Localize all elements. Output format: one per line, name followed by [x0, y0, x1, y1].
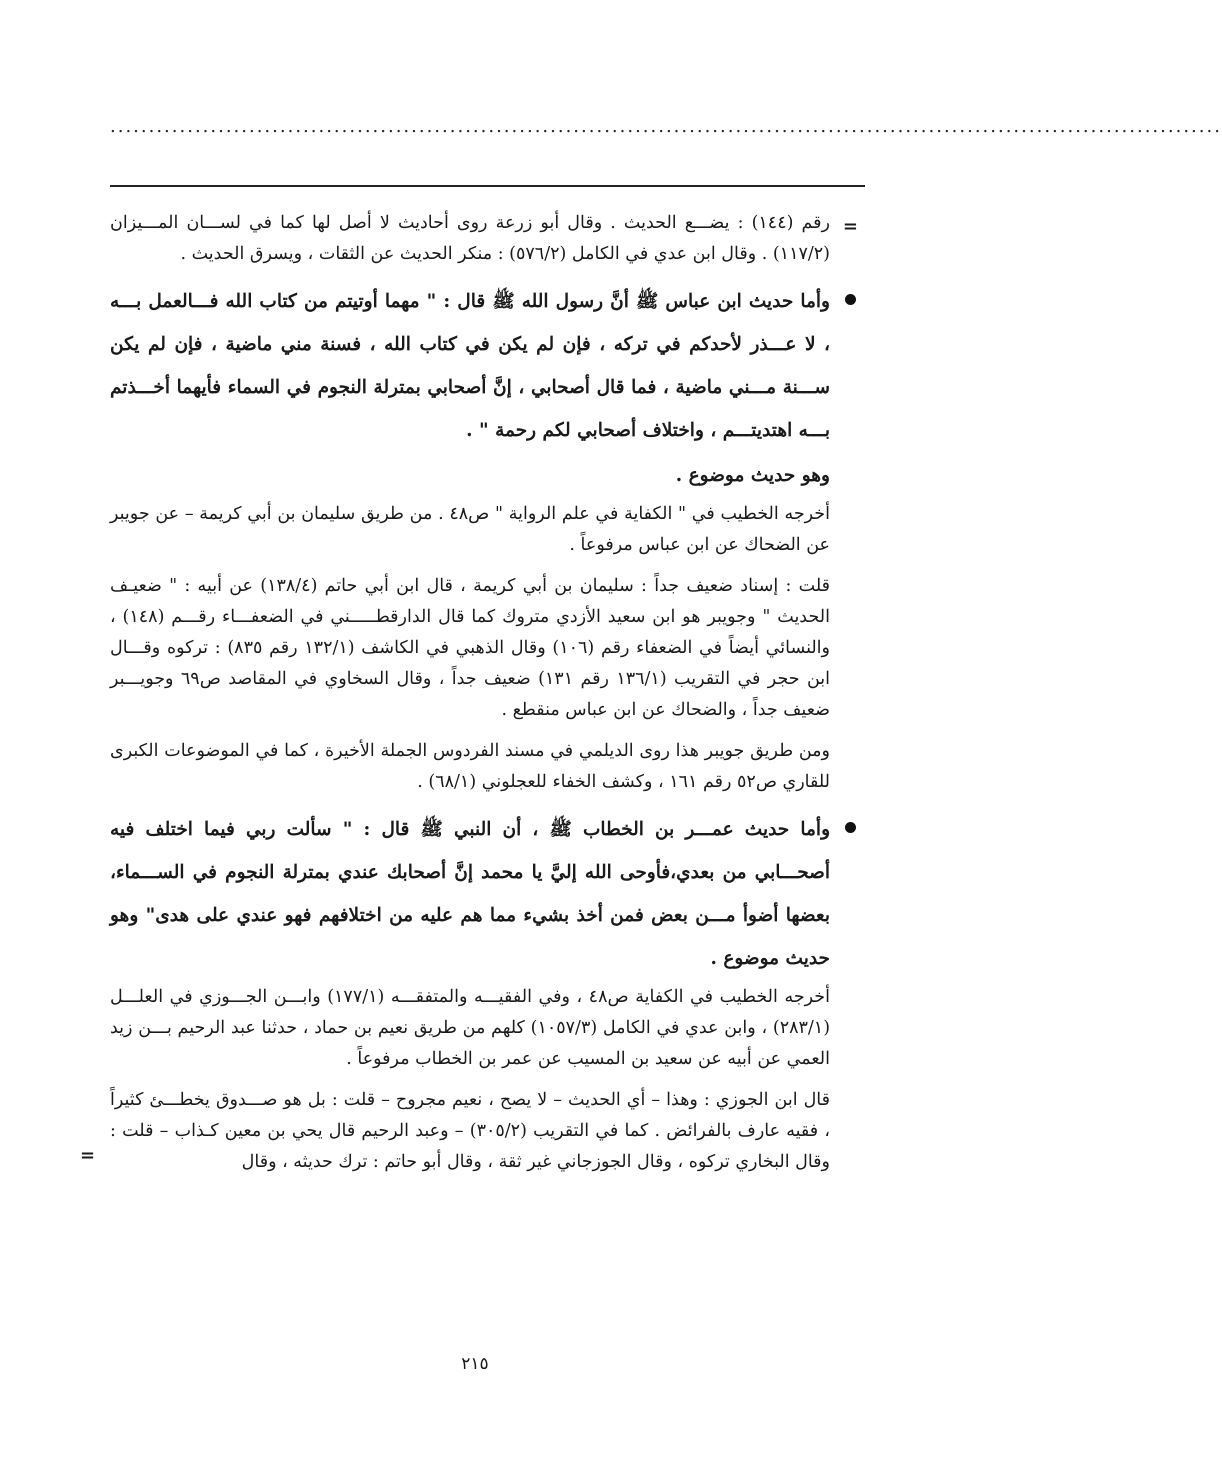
hadith-ibn-abbas-verdict: وهو حديث موضوع .: [675, 465, 830, 486]
footnote-separator-rule: [110, 185, 865, 187]
takhrij-1-source: أخرجه الخطيب في " الكفاية في علم الرواية " ص٤٨ . من طريق سليمان بن أبي كريمة – عن جويبر عن الضحاك عن ابن عباس مرفوعاً .: [110, 504, 830, 555]
takhrij-1-further: ومن طريق جويبر هذا روى الديلمي في مسند الفردوس الجملة الأخيرة ، كما في الموضوعات الكبرى للقاري ص٥٢ رقم ١٦١ ، وكشف الخفاء للعجلوني (٦٨/١) .: [110, 741, 830, 792]
page-number: ٢١٥: [461, 1354, 489, 1374]
hadith-ibn-abbas: [110, 280, 830, 452]
hadith-umar: [110, 808, 830, 980]
footnote-continuation: [110, 208, 858, 270]
takhrij-2-analysis: قال ابن الجوزي : وهذا – أي الحديث – لا يصح ، نعيم مجروح – قلت : بل هو صـــدوق يخطـــئ كثيراً ، فقيه عارف بالفرائض . كما في التقريب (٣٠٥/٢) – وعبد الرحيم قال يحي بن معين كـذاب – قلت : وقال البخاري تركوه ، وقال الجوزجاني غير ثقة ، وقال أبو حاتم : ترك حديثه ، وقال: [110, 1090, 830, 1172]
footnote-continuation-text: رقم (١٤٤) : يضـــع الحديث . وقال أبو زرعة روى أحاديث لا أصل لها كما في لســـان المـــيزان (١١٧/٢) . وقال ابن عدي في الكامل (٥٧٦/٢) : منكر الحديث عن الثقات ، ويسرق الحديث .: [110, 213, 830, 264]
hadith-ibn-abbas-text: وأما حديث ابن عباس ﷺ أنَّ رسول الله ﷺ قال : " مهما أوتيتم من كتاب الله فـــالعمل بـــه ، لا عـــذر لأحدكم في تركه ، فإن لم يكن في كتاب الله ، فسنة مني ماضية ، فإن لم يكن ســـنة مـــني ماضية ، فما قال أصحابي ، إنَّ أصحابي بمترلة النجوم في السماء فأيهما أخـــذتم بـــه اهتديتـــم ، واختلاف أصحابي لكم رحمة " .: [110, 291, 830, 441]
takhrij-2-analysis-wrap: [80, 1085, 830, 1178]
page-body: [80, 208, 858, 1188]
continuation-mark-start: =: [842, 216, 858, 237]
takhrij-2-source: أخرجه الخطيب في الكفاية ص٤٨ ، وفي الفقيـــه والمتفقـــه (١٧٧/١) وابـــن الجـــوزي في العلـــل (٢٨٣/١) ، وابن عدي في الكامل (١٠٥٧/٣) كلهم من طريق نعيم بن حماد ، حدثنا عبد الرحيم بـــن زيد العمي عن أبيه عن سعيد بن المسيب عن عمر بن الخطاب مرفوعاً .: [110, 987, 831, 1069]
bullet-icon: [845, 294, 856, 305]
takhrij-1-analysis: قلت : إسناد ضعيف جداً : سليمان بن أبي كريمة ، قال ابن أبي حاتم (١٣٨/٤) عن أبيه : " ضعيـف الحديث " وجويبر هو ابن سعيد الأزدي متروك كما قال الدارقطـــــني في الضعفـــاء رقـــم (١٤٨) ، والنسائي أيضاً في الضعفاء رقم (١٠٦) وقال الذهبي في الكاشف (١٣٢/١ رقم ٨٣٥) : تركوه وقـــال ابن حجر في التقريب (١٣٦/١ رقم ١٣١) ضعيف جداً ، وقال السخاوي في المقاصد ص٦٩ وجويـــبر ضعيف جداً ، والضحاك عن ابن عباس منقطع .: [110, 576, 830, 720]
bullet-icon: [845, 822, 856, 833]
hadith-umar-text: وأما حديث عمـــر بن الخطاب ﷺ ، أن النبي ﷺ قال : " سألت ربي فيما اختلف فيه أصحـــابي من بعدي،فأوحى الله إليَّ يا محمد إنَّ أصحابك عندي بمترلة النجوم في الســـماء، بعضها أضوأ مـــن بعض فمن أخذ بشيء مما هم عليه من اختلافهم فهو عندي على هدى" وهو حديث موضوع .: [110, 819, 830, 969]
header-dotted-line: ................................................................................................................................................: [110, 116, 1222, 137]
continuation-mark-end: =: [80, 1145, 96, 1166]
